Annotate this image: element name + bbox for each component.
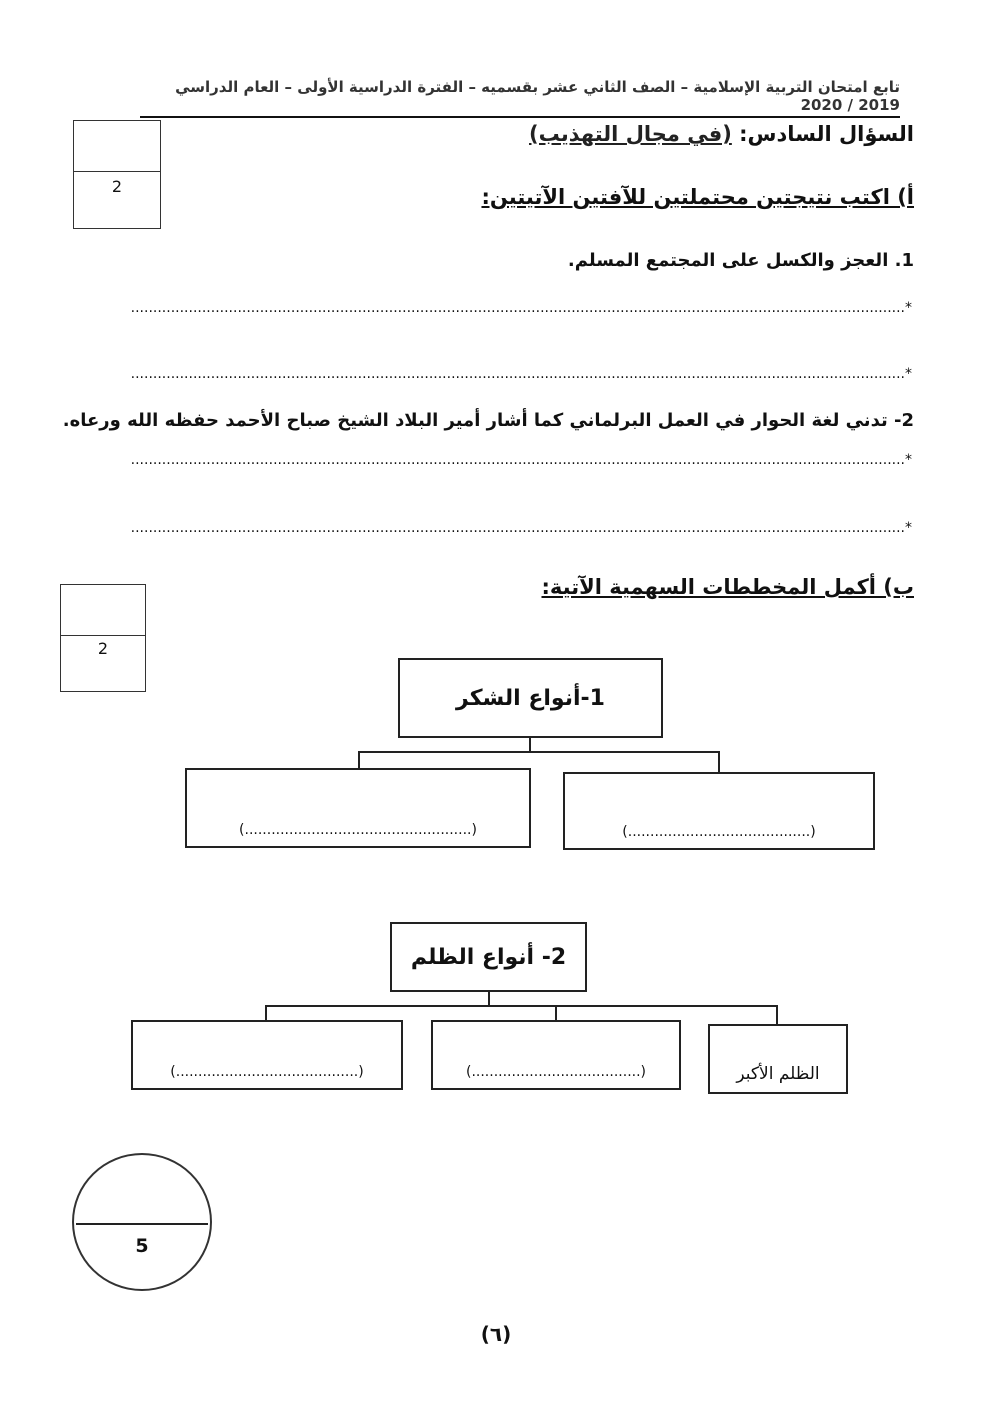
answer-line[interactable]: *..............................................................................................................................................................................	[130, 520, 912, 536]
connector	[265, 1005, 267, 1021]
total-score: 5	[135, 1235, 149, 1257]
exam-header: تابع امتحان التربية الإسلامية – الصف الثاني عشر بقسميه – الفترة الدراسية الأولى – العام الدراسي 2019 / 2020	[140, 78, 900, 118]
question-title	[529, 122, 914, 146]
question-label: السؤال السادس:	[739, 122, 914, 146]
answer-slot: (...................................................)	[239, 822, 477, 838]
item-2: 2- تدني لغة الحوار في العمل البرلماني كما أشار أمير البلاد الشيخ صباح الأحمد حفظه الله ورعاه.	[62, 410, 914, 431]
diagram2-title: 2- أنواع الظلم	[410, 944, 567, 970]
connector	[358, 751, 720, 753]
diagram1-root-box	[398, 658, 663, 738]
question-field: (في مجال التهذيب)	[529, 122, 732, 146]
answer-slot: (......................................)	[465, 1064, 647, 1080]
part-a-title: أ) اكتب نتيجتين محتملتين للآفتين الآتيتين:	[481, 185, 914, 209]
connector	[529, 738, 531, 752]
connector	[265, 1005, 778, 1007]
diagram2-root-box	[390, 922, 587, 992]
answer-slot: (.........................................)	[170, 1064, 364, 1080]
diagram1-branch-left[interactable]	[185, 768, 531, 848]
part-b-title: ب) أكمل المخططات السهمية الآتية:	[541, 575, 914, 599]
connector	[776, 1005, 778, 1025]
total-score-circle	[72, 1153, 212, 1291]
diagram1-branch-right[interactable]	[563, 772, 875, 850]
connector	[488, 992, 490, 1006]
diagram2-branch-right	[708, 1024, 848, 1094]
score-value: 2	[97, 639, 109, 658]
score-box-part-a	[73, 120, 161, 229]
answer-line[interactable]: *..............................................................................................................................................................................	[130, 300, 912, 316]
answer-slot: (.........................................)	[622, 824, 816, 840]
item-1: 1. العجز والكسل على المجتمع المسلم.	[567, 250, 914, 271]
connector	[555, 1005, 557, 1021]
answer-line[interactable]: *..............................................................................................................................................................................	[130, 366, 912, 382]
diagram2-branch-left[interactable]	[131, 1020, 403, 1090]
diagram2-branch-middle[interactable]	[431, 1020, 681, 1090]
divider	[76, 1223, 208, 1225]
score-value: 2	[111, 177, 123, 196]
connector	[718, 751, 720, 772]
score-box-part-b	[60, 584, 146, 692]
diagram1-title: 1-أنواع الشكر	[456, 685, 605, 711]
filled-answer: الظلم الأكبر	[736, 1064, 820, 1084]
connector	[358, 751, 360, 768]
answer-line[interactable]: *..............................................................................................................................................................................	[130, 452, 912, 468]
page-number: (٦)	[480, 1322, 512, 1346]
